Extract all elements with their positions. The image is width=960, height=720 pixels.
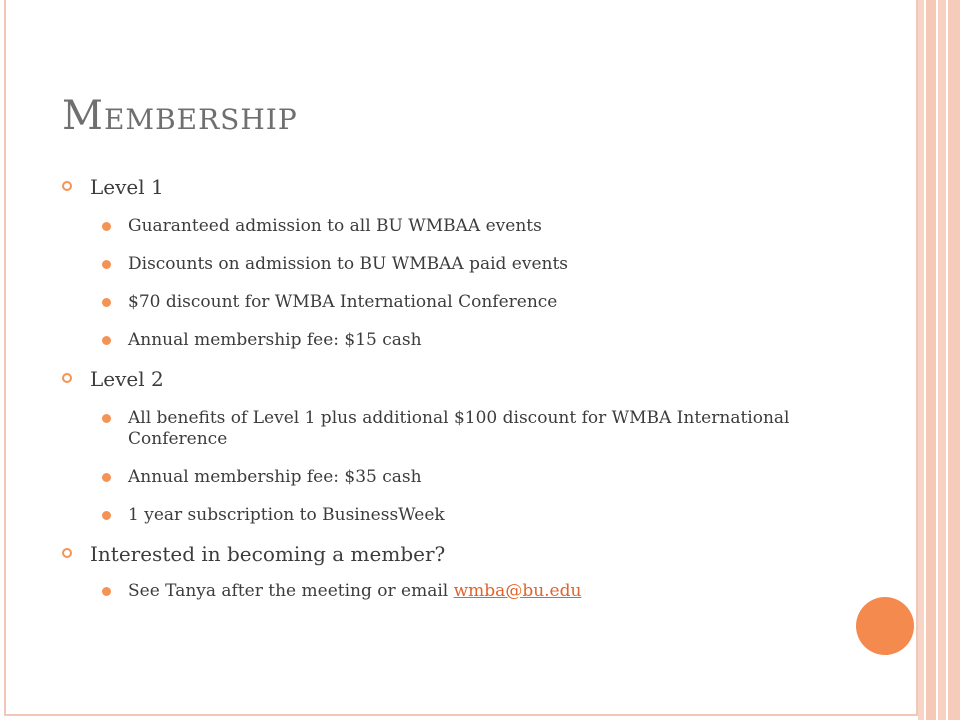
level-2-benefits-list [62, 408, 862, 526]
email-link[interactable]: wmba@bu.edu [453, 581, 582, 601]
list-item-text: $70 discount for WMBA International Conference [128, 292, 558, 312]
level-1-benefits-list [62, 216, 862, 351]
section-label: Level 1 [90, 175, 164, 199]
list-item-text: Annual membership fee: $35 cash [128, 467, 422, 487]
section-level-1 [62, 174, 862, 200]
stripe [948, 0, 960, 720]
list-item [62, 408, 858, 450]
list-item [62, 330, 862, 351]
list-item [62, 292, 862, 313]
ring-bullet-icon [62, 548, 72, 558]
dot-bullet-icon [102, 414, 111, 423]
list-item [62, 505, 862, 526]
slide-title: Membership [62, 93, 298, 139]
section-label: Level 2 [90, 367, 164, 391]
dot-bullet-icon [102, 222, 111, 231]
decorative-orange-circle [856, 597, 914, 655]
ring-bullet-icon [62, 181, 72, 191]
stripe [926, 0, 936, 720]
list-item-text: Annual membership fee: $15 cash [128, 330, 422, 350]
section-interested [62, 541, 862, 567]
section-level-2 [62, 366, 862, 392]
ring-bullet-icon [62, 373, 72, 383]
list-item [62, 467, 862, 488]
list-item-text: Guaranteed admission to all BU WMBAA events [128, 216, 542, 236]
decorative-right-stripes [918, 0, 960, 720]
list-item [62, 216, 862, 237]
stripe [938, 0, 946, 720]
list-item [62, 581, 862, 602]
dot-bullet-icon [102, 587, 111, 596]
dot-bullet-icon [102, 473, 111, 482]
list-item-text: Discounts on admission to BU WMBAA paid events [128, 254, 569, 274]
dot-bullet-icon [102, 298, 111, 307]
contact-list [62, 581, 862, 602]
dot-bullet-icon [102, 260, 111, 269]
section-label: Interested in becoming a member? [90, 542, 446, 566]
slide-content [62, 174, 862, 602]
dot-bullet-icon [102, 336, 111, 345]
dot-bullet-icon [102, 511, 111, 520]
list-item-text: 1 year subscription to BusinessWeek [128, 505, 445, 525]
list-item-text: All benefits of Level 1 plus additional $100 discount for WMBA International Conference [128, 408, 790, 449]
contact-text: See Tanya after the meeting or email [128, 581, 454, 601]
list-item [62, 254, 862, 275]
